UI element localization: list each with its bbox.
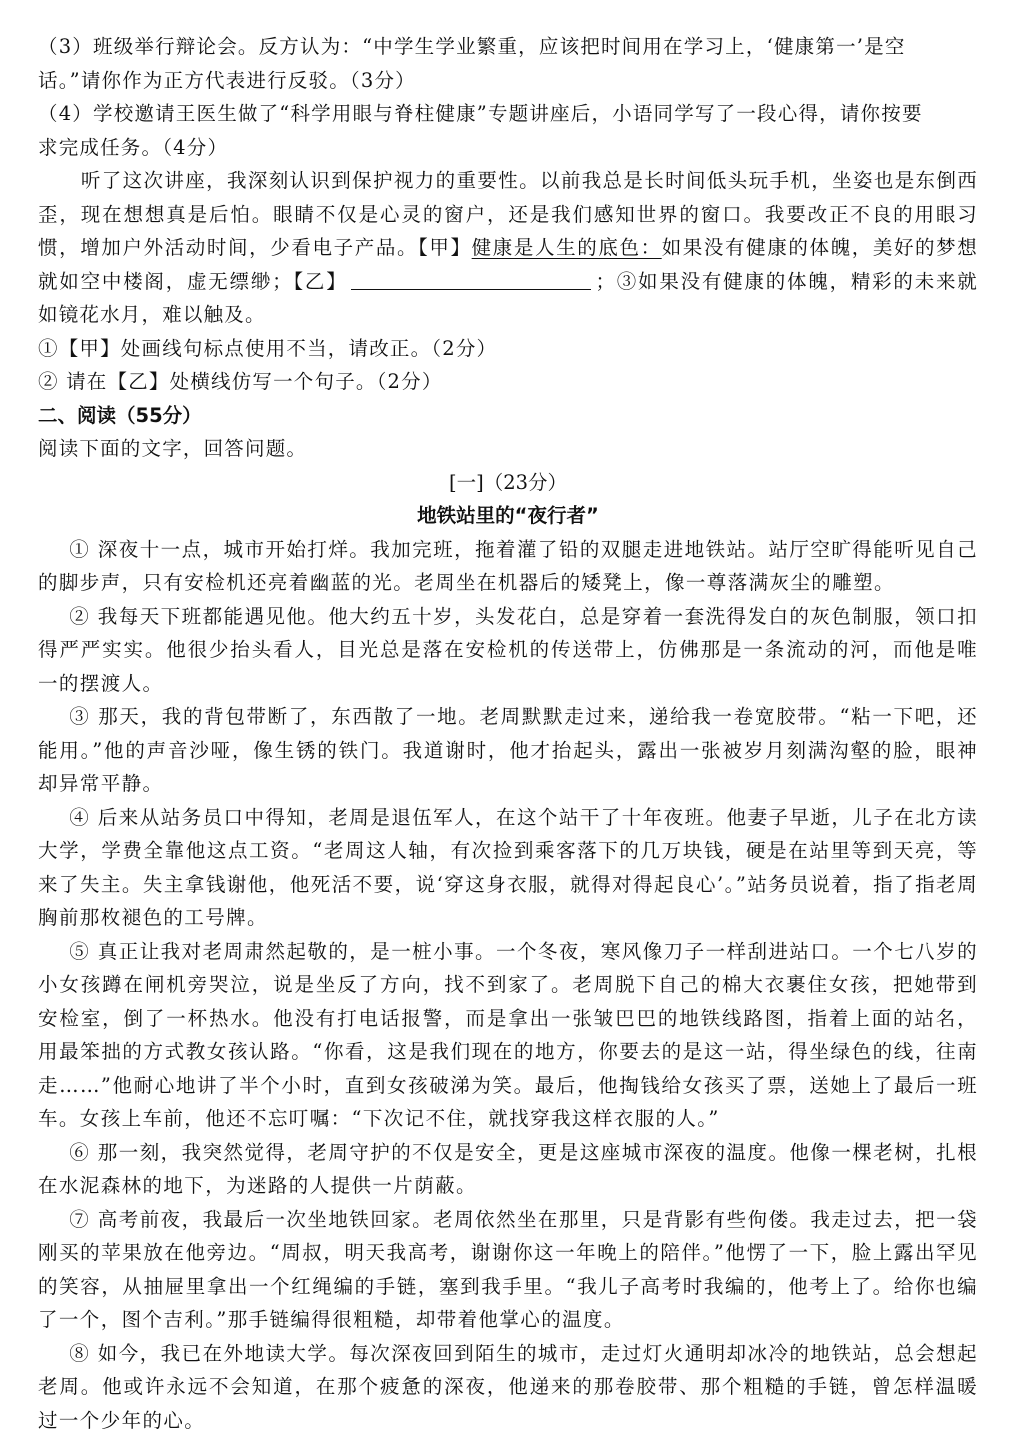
question-3-line-2: 话。”请你作为正方代表进行反驳。（3分） bbox=[38, 64, 978, 98]
article-paragraph: ⑥ 那一刻，我突然觉得，老周守护的不仅是安全，更是这座城市深夜的温度。他像一棵老树，扎根在水泥森林的地下，为迷路的人提供一片荫蔽。 bbox=[38, 1136, 978, 1203]
article-paragraph: ⑧ 如今，我已在外地读大学。每次深夜回到陌生的城市，走过灯火通明却冰冷的地铁站，总会想起老周。他或许永远不会知道，在那个疲惫的深夜，他递来的那卷胶带、那个粗糙的手链，曾怎样温暖过一个少年的心。 bbox=[38, 1337, 978, 1437]
passage-text-before: 听了这次讲座，我深刻认识到保护视力的重要性。以前我总是长时间低头玩手机，坐姿也是东倒西歪，现在想想真是后怕。眼睛不仅是心灵的窗户，还是我们感知世界的窗口。我要改正不良的用眼习惯，增加户外活动时间，少看电子产品。【甲】 bbox=[38, 169, 978, 259]
article-paragraph: ① 深夜十一点，城市开始打烊。我加完班，拖着灌了铅的双腿走进地铁站。站厅空旷得能听见自己的脚步声，只有安检机还亮着幽蓝的光。老周坐在机器后的矮凳上，像一尊落满灰尘的雕塑。 bbox=[38, 533, 978, 600]
fill-in-blank[interactable] bbox=[351, 267, 591, 290]
article-title: 地铁站里的“夜行者” bbox=[38, 499, 978, 533]
article-paragraph: ② 我每天下班都能遇见他。他大约五十岁，头发花白，总是穿着一套洗得发白的灰色制服，领口扣得严严实实。他很少抬头看人，目光总是落在安检机的传送带上，仿佛那是一条流动的河，而他是唯一的摆渡人。 bbox=[38, 600, 978, 701]
article-paragraph: ⑤ 真正让我对老周肃然起敬的，是一桩小事。一个冬夜，寒风像刀子一样刮进站口。一个七八岁的小女孩蹲在闸机旁哭泣，说是坐反了方向，找不到家了。老周脱下自己的棉大衣裹住女孩，把她带到安检室，倒了一杯热水。他没有打电话报警，而是拿出一张皱巴巴的地铁线路图，指着上面的站名，用最笨拙的方式教女孩认路。“你看，这是我们现在的地方，你要去的是这一站，得坐绿色的线，往南走……”他耐心地讲了半个小时，直到女孩破涕为笑。最后，他掏钱给女孩买了票，送她上了最后一班车。女孩上车前，他还不忘叮嘱：“下次记不住，就找穿我这样衣服的人。” bbox=[38, 935, 978, 1136]
passage-text-after: ；③如果没有健康的体魄，精彩的未来就如镜花水月，难以触及。 bbox=[38, 270, 978, 327]
part-label: [一]（23分） bbox=[38, 466, 978, 500]
task-2: ② 请在【乙】处横线仿写一个句子。（2分） bbox=[38, 365, 978, 399]
underlined-sentence: 健康是人生的底色： bbox=[472, 236, 662, 259]
article-paragraph: ④ 后来从站务员口中得知，老周是退伍军人，在这个站干了十年夜班。他妻子早逝，儿子在北方读大学，学费全靠他这点工资。“老周这人轴，有次捡到乘客落下的几万块钱，硬是在站里等到天亮，等来了失主。失主拿钱谢他，他死活不要，说‘穿这身衣服，就得对得起良心’。”站务员说着，指了指老周胸前那枚褪色的工号牌。 bbox=[38, 801, 978, 935]
section-heading: 二、阅读（55分） bbox=[38, 399, 978, 433]
reading-instruction: 阅读下面的文字，回答问题。 bbox=[38, 432, 978, 466]
article-paragraph: ③ 那天，我的背包带断了，东西散了一地。老周默默走过来，递给我一卷宽胶带。“粘一下吧，还能用。”他的声音沙哑，像生锈的铁门。我道谢时，他才抬起头，露出一张被岁月刻满沟壑的脸，眼神却异常平静。 bbox=[38, 700, 978, 801]
question-4-line-2: 求完成任务。（4分） bbox=[38, 131, 978, 165]
question-3-line-1: （3）班级举行辩论会。反方认为：“中学生学业繁重，应该把时间用在学习上，‘健康第一’是空 bbox=[38, 30, 978, 64]
article-paragraph: ⑦ 高考前夜，我最后一次坐地铁回家。老周依然坐在那里，只是背影有些佝偻。我走过去，把一袋刚买的苹果放在他旁边。“周叔，明天我高考，谢谢你这一年晚上的陪伴。”他愣了一下，脸上露出罕见的笑容，从抽屉里拿出一个红绳编的手链，塞到我手里。“我儿子高考时我编的，他考上了。给你也编了一个，图个吉利。”那手链编得很粗糙，却带着他掌心的温度。 bbox=[38, 1203, 978, 1337]
task-1: ①【甲】处画线句标点使用不当，请改正。（2分） bbox=[38, 332, 978, 366]
passage-text-middle: 如果没有健康的体魄，美好的梦想就如空中楼阁，虚无缥缈；【乙】 bbox=[38, 236, 978, 293]
question-4-line-1: （4）学校邀请王医生做了“科学用眼与脊柱健康”专题讲座后，小语同学写了一段心得，请你按要 bbox=[38, 97, 978, 131]
reflection-passage bbox=[38, 164, 978, 332]
